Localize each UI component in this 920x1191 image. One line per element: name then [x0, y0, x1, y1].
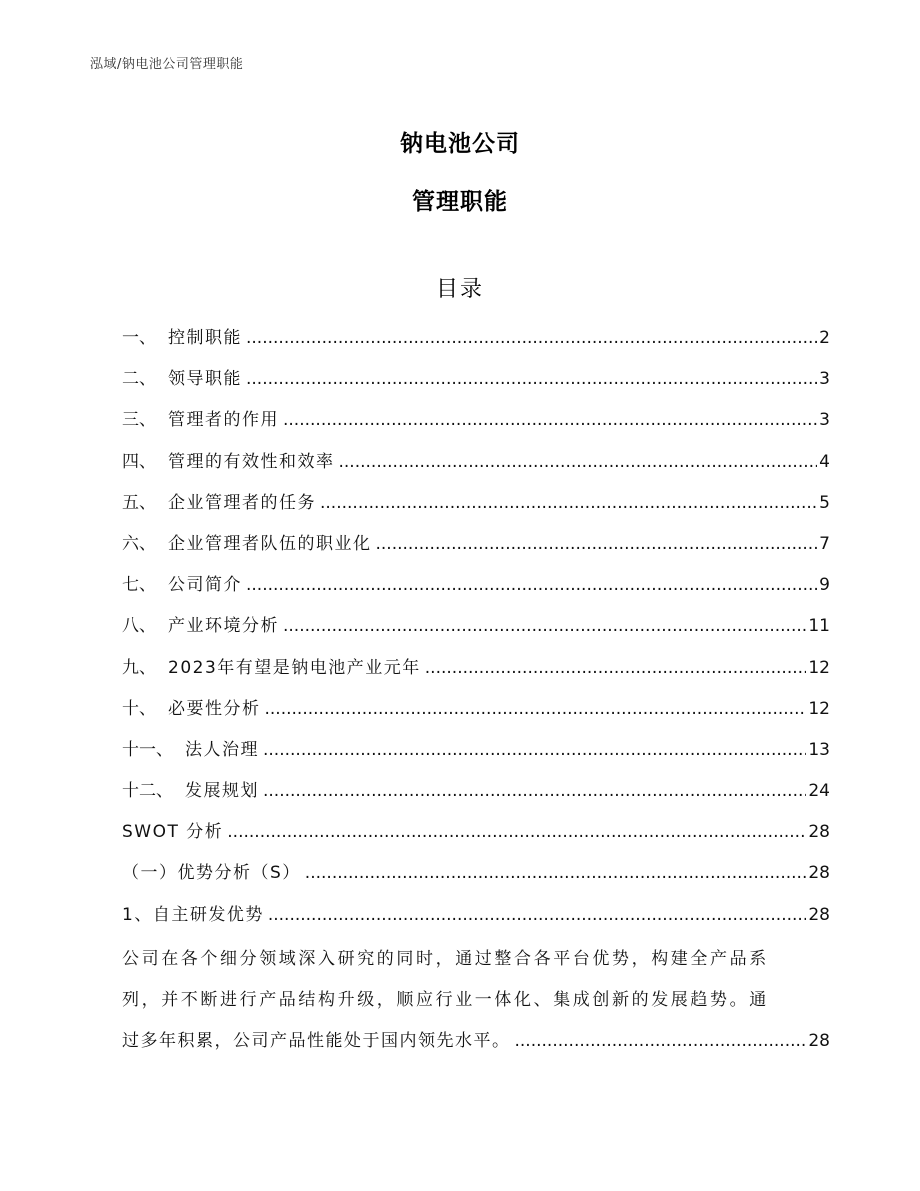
toc-leader-dots	[265, 692, 807, 726]
toc-leader-dots	[268, 898, 807, 932]
toc-entry-page: 3	[819, 410, 830, 431]
toc-entry-label: 2023年有望是钠电池产业元年	[168, 657, 421, 678]
toc-entry-page: 3	[819, 369, 830, 390]
toc-entry-number: 一、	[122, 328, 156, 348]
toc-leader-dots	[246, 568, 817, 602]
table-of-contents	[122, 321, 830, 1062]
toc-leader-dots	[305, 856, 807, 890]
toc-entry-label: 管理的有效性和效率	[168, 451, 335, 472]
toc-entry-page: 4	[819, 451, 830, 472]
document-title: 钠电池公司	[400, 131, 520, 157]
toc-entry-number: 四、	[122, 451, 156, 472]
toc-leader-dots	[425, 651, 807, 685]
toc-entry-page: 12	[808, 698, 830, 719]
toc-heading: 目录	[435, 277, 484, 302]
toc-entry[interactable]	[122, 898, 830, 939]
toc-leader-dots	[263, 733, 806, 767]
document-subtitle: 管理职能	[412, 189, 508, 215]
toc-entry-page: 5	[819, 492, 830, 513]
toc-entry-page: 7	[819, 533, 830, 554]
toc-entry-label: 企业管理者队伍的职业化	[168, 533, 372, 554]
toc-entry[interactable]	[122, 321, 830, 362]
toc-entry[interactable]	[122, 486, 830, 527]
toc-paragraph-line: 列，并不断进行产品结构升级，顺应行业一体化、集成创新的发展趋势。通	[122, 990, 769, 1011]
toc-entry[interactable]	[122, 733, 830, 774]
toc-entry-number: 九、	[122, 657, 156, 678]
toc-entry-label: 公司简介	[168, 575, 242, 596]
toc-entry[interactable]	[122, 568, 830, 609]
toc-entry[interactable]	[122, 445, 830, 486]
toc-entry-label: 发展规划	[185, 781, 259, 802]
toc-leader-dots	[246, 321, 817, 355]
toc-paragraph-entry[interactable]	[122, 939, 830, 1063]
toc-leader-dots	[227, 815, 806, 849]
toc-leader-dots	[263, 774, 806, 808]
toc-leader-dots	[283, 403, 817, 437]
toc-paragraph-line: 公司在各个细分领域深入研究的同时，通过整合各平台优势，构建全产品系	[122, 948, 769, 969]
toc-entry[interactable]	[122, 774, 830, 815]
toc-leader-dots	[376, 527, 818, 561]
toc-entry[interactable]	[122, 856, 830, 897]
toc-entry-label: 企业管理者的任务	[168, 492, 316, 513]
running-header: 泓域/钠电池公司管理职能	[90, 57, 244, 72]
toc-leader-dots	[515, 1021, 807, 1062]
toc-entry-page: 13	[808, 739, 830, 760]
toc-entry-page: 28	[808, 822, 830, 843]
toc-entry-number: 十一、	[122, 739, 173, 760]
toc-entry-number: 十、	[122, 698, 156, 719]
toc-entry-number: 二、	[122, 369, 156, 390]
toc-entry-page: 28	[808, 904, 830, 925]
toc-entry-number: 三、	[122, 410, 156, 431]
toc-entry-page: 28	[808, 1031, 830, 1052]
toc-entry-label: 产业环境分析	[168, 616, 279, 637]
toc-entry-number: 八、	[122, 616, 156, 637]
toc-leader-dots	[339, 445, 818, 479]
toc-entry-label: 1、自主研发优势	[122, 904, 264, 925]
toc-entry[interactable]	[122, 527, 830, 568]
toc-entry-page: 12	[808, 657, 830, 678]
toc-entry-page: 9	[819, 575, 830, 596]
toc-entry[interactable]	[122, 609, 830, 650]
toc-leader-dots	[246, 362, 817, 396]
toc-entry[interactable]	[122, 815, 830, 856]
toc-entry-label: 领导职能	[168, 369, 242, 390]
toc-entry[interactable]	[122, 362, 830, 403]
toc-leader-dots	[320, 486, 817, 520]
toc-paragraph-line: 过多年积累，公司产品性能处于国内领先水平。	[122, 1031, 511, 1052]
toc-paragraph-last-row	[122, 1021, 830, 1062]
toc-leader-dots	[283, 609, 806, 643]
toc-entry-page: 28	[808, 863, 830, 884]
toc-entry-page: 2	[819, 328, 830, 348]
toc-entry[interactable]	[122, 403, 830, 444]
toc-entry-label: 控制职能	[168, 328, 242, 348]
toc-entry-label: 法人治理	[185, 739, 259, 760]
toc-entry[interactable]	[122, 692, 830, 733]
toc-entry-label: （一）优势分析（S）	[122, 863, 301, 884]
toc-entry-number: 五、	[122, 492, 156, 513]
toc-entry-page: 11	[808, 616, 830, 637]
toc-entry-number: 七、	[122, 575, 156, 596]
toc-entry-number: 十二、	[122, 781, 173, 802]
toc-entry-label: 必要性分析	[168, 698, 261, 719]
toc-entry-label: 管理者的作用	[168, 410, 279, 431]
toc-entry-page: 24	[808, 781, 830, 802]
toc-entry[interactable]	[122, 651, 830, 692]
toc-entry-number: 六、	[122, 533, 156, 554]
toc-entry-label: SWOT 分析	[122, 822, 224, 843]
